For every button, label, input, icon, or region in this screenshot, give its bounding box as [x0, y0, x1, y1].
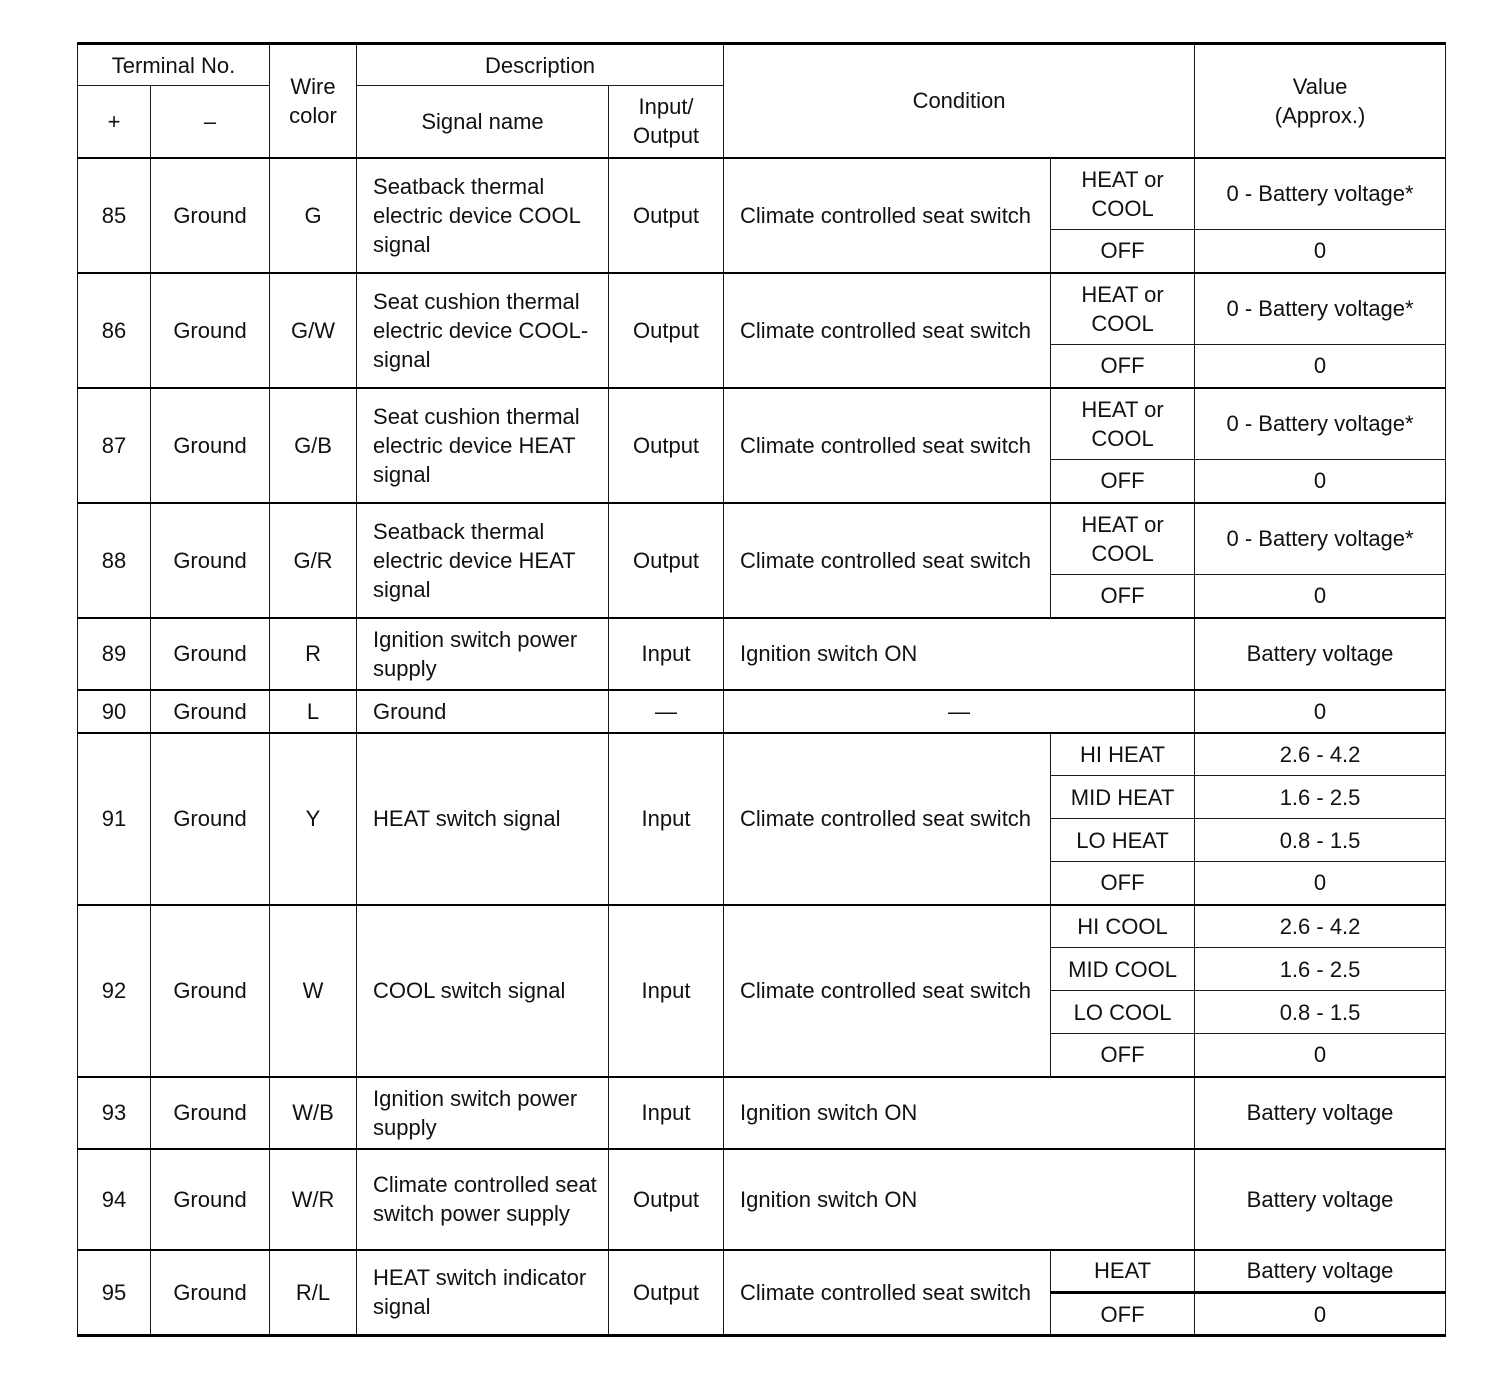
table-row: [78, 1149, 1446, 1250]
value: 0: [1195, 690, 1446, 733]
wire-color: G/W: [270, 273, 357, 388]
wire-color: W/B: [270, 1077, 357, 1149]
terminal-plus: 92: [78, 905, 151, 1077]
input-output: Output: [609, 273, 724, 388]
signal-name: Seatback thermal electric device COOL signal: [357, 158, 609, 273]
wire-color: R: [270, 618, 357, 690]
table-row: [78, 733, 1446, 776]
value: 0: [1195, 862, 1446, 905]
condition: Climate controlled seat switch: [724, 388, 1051, 503]
condition: Climate controlled seat switch: [724, 1250, 1051, 1336]
value: 1.6 - 2.5: [1195, 776, 1446, 819]
condition-state: HI HEAT: [1051, 733, 1195, 776]
signal-name: Climate controlled seat switch power supply: [357, 1149, 609, 1250]
table-row: [78, 1077, 1446, 1149]
value: 2.6 - 4.2: [1195, 733, 1446, 776]
value: 1.6 - 2.5: [1195, 948, 1446, 991]
condition-state: OFF: [1051, 1293, 1195, 1336]
input-output: Input: [609, 618, 724, 690]
terminal-plus: 86: [78, 273, 151, 388]
condition: Ignition switch ON: [724, 1077, 1195, 1149]
condition-state: OFF: [1051, 862, 1195, 905]
condition: Climate controlled seat switch: [724, 905, 1051, 1077]
condition-state: MID COOL: [1051, 948, 1195, 991]
terminal-minus: Ground: [151, 1077, 270, 1149]
plus-header: +: [78, 86, 151, 158]
terminal-minus: Ground: [151, 503, 270, 618]
value: 0 - Battery voltage*: [1195, 388, 1446, 460]
minus-header: –: [151, 86, 270, 158]
value: 0 - Battery voltage*: [1195, 158, 1446, 230]
condition-state: HEAT or COOL: [1051, 273, 1195, 345]
terminal-minus: Ground: [151, 618, 270, 690]
condition-state: HI COOL: [1051, 905, 1195, 948]
input-output: —: [609, 690, 724, 733]
input-output-header: Input/ Output: [609, 86, 724, 158]
wire-color-header: Wire color: [270, 44, 357, 158]
table-row: [78, 905, 1446, 948]
terminal-minus: Ground: [151, 690, 270, 733]
wire-color: R/L: [270, 1250, 357, 1336]
value: Battery voltage: [1195, 1149, 1446, 1250]
wire-color: W: [270, 905, 357, 1077]
signal-name: HEAT switch signal: [357, 733, 609, 905]
signal-name: Seat cushion thermal electric device HEAT signal: [357, 388, 609, 503]
terminal-plus: 93: [78, 1077, 151, 1149]
signal-name-header: Signal name: [357, 86, 609, 158]
value: 0.8 - 1.5: [1195, 991, 1446, 1034]
signal-name: Ignition switch power supply: [357, 1077, 609, 1149]
value: 0: [1195, 575, 1446, 618]
table-row: [78, 690, 1446, 733]
terminal-minus: Ground: [151, 273, 270, 388]
description-header: Description: [357, 44, 724, 86]
value: 0: [1195, 460, 1446, 503]
value: 0: [1195, 345, 1446, 388]
terminal-plus: 90: [78, 690, 151, 733]
table-row: [78, 388, 1446, 460]
wire-color: W/R: [270, 1149, 357, 1250]
condition-state: OFF: [1051, 460, 1195, 503]
value: 0: [1195, 1293, 1446, 1336]
input-output: Output: [609, 158, 724, 273]
terminal-plus: 94: [78, 1149, 151, 1250]
input-output: Input: [609, 905, 724, 1077]
condition-state: OFF: [1051, 345, 1195, 388]
input-output: Input: [609, 1077, 724, 1149]
table-row: [78, 1250, 1446, 1293]
signal-name: COOL switch signal: [357, 905, 609, 1077]
condition-state: MID HEAT: [1051, 776, 1195, 819]
value: 0 - Battery voltage*: [1195, 503, 1446, 575]
terminal-table: [77, 42, 1446, 1337]
terminal-minus: Ground: [151, 905, 270, 1077]
signal-name: Seat cushion thermal electric device COOL-signal: [357, 273, 609, 388]
value: Battery voltage: [1195, 618, 1446, 690]
terminal-minus: Ground: [151, 158, 270, 273]
input-output: Output: [609, 1250, 724, 1336]
terminal-minus: Ground: [151, 1149, 270, 1250]
condition-state: HEAT or COOL: [1051, 158, 1195, 230]
condition-state: OFF: [1051, 230, 1195, 273]
condition: Climate controlled seat switch: [724, 273, 1051, 388]
condition: —: [724, 690, 1195, 733]
terminal-minus: Ground: [151, 388, 270, 503]
input-output: Output: [609, 388, 724, 503]
terminal-minus: Ground: [151, 733, 270, 905]
value: 0: [1195, 230, 1446, 273]
signal-name: HEAT switch indicator signal: [357, 1250, 609, 1336]
condition-state: LO COOL: [1051, 991, 1195, 1034]
terminal-plus: 85: [78, 158, 151, 273]
terminal-plus: 91: [78, 733, 151, 905]
input-output: Input: [609, 733, 724, 905]
wire-color: G/R: [270, 503, 357, 618]
signal-name: Ground: [357, 690, 609, 733]
signal-name: Ignition switch power supply: [357, 618, 609, 690]
wire-color: G/B: [270, 388, 357, 503]
condition-state: HEAT: [1051, 1250, 1195, 1293]
wire-color: L: [270, 690, 357, 733]
table-row: [78, 618, 1446, 690]
input-output: Output: [609, 1149, 724, 1250]
condition: Climate controlled seat switch: [724, 158, 1051, 273]
value: 0: [1195, 1034, 1446, 1077]
table-row: [78, 273, 1446, 345]
signal-name: Seatback thermal electric device HEAT signal: [357, 503, 609, 618]
condition-state: OFF: [1051, 575, 1195, 618]
input-output: Output: [609, 503, 724, 618]
value: Battery voltage: [1195, 1077, 1446, 1149]
value: 2.6 - 4.2: [1195, 905, 1446, 948]
condition-state: OFF: [1051, 1034, 1195, 1077]
wire-color: Y: [270, 733, 357, 905]
condition: Ignition switch ON: [724, 1149, 1195, 1250]
value-header: Value (Approx.): [1195, 44, 1446, 158]
terminal-plus: 95: [78, 1250, 151, 1336]
condition-state: HEAT or COOL: [1051, 388, 1195, 460]
terminal-no-header: Terminal No.: [78, 44, 270, 86]
terminal-plus: 88: [78, 503, 151, 618]
condition: Ignition switch ON: [724, 618, 1195, 690]
value: Battery voltage: [1195, 1250, 1446, 1293]
terminal-plus: 87: [78, 388, 151, 503]
table-row: [78, 158, 1446, 230]
wire-color: G: [270, 158, 357, 273]
condition: Climate controlled seat switch: [724, 503, 1051, 618]
terminal-plus: 89: [78, 618, 151, 690]
condition-state: LO HEAT: [1051, 819, 1195, 862]
condition-state: HEAT or COOL: [1051, 503, 1195, 575]
condition-header: Condition: [724, 44, 1195, 158]
value: 0.8 - 1.5: [1195, 819, 1446, 862]
terminal-minus: Ground: [151, 1250, 270, 1336]
condition: Climate controlled seat switch: [724, 733, 1051, 905]
value: 0 - Battery voltage*: [1195, 273, 1446, 345]
table-row: [78, 503, 1446, 575]
